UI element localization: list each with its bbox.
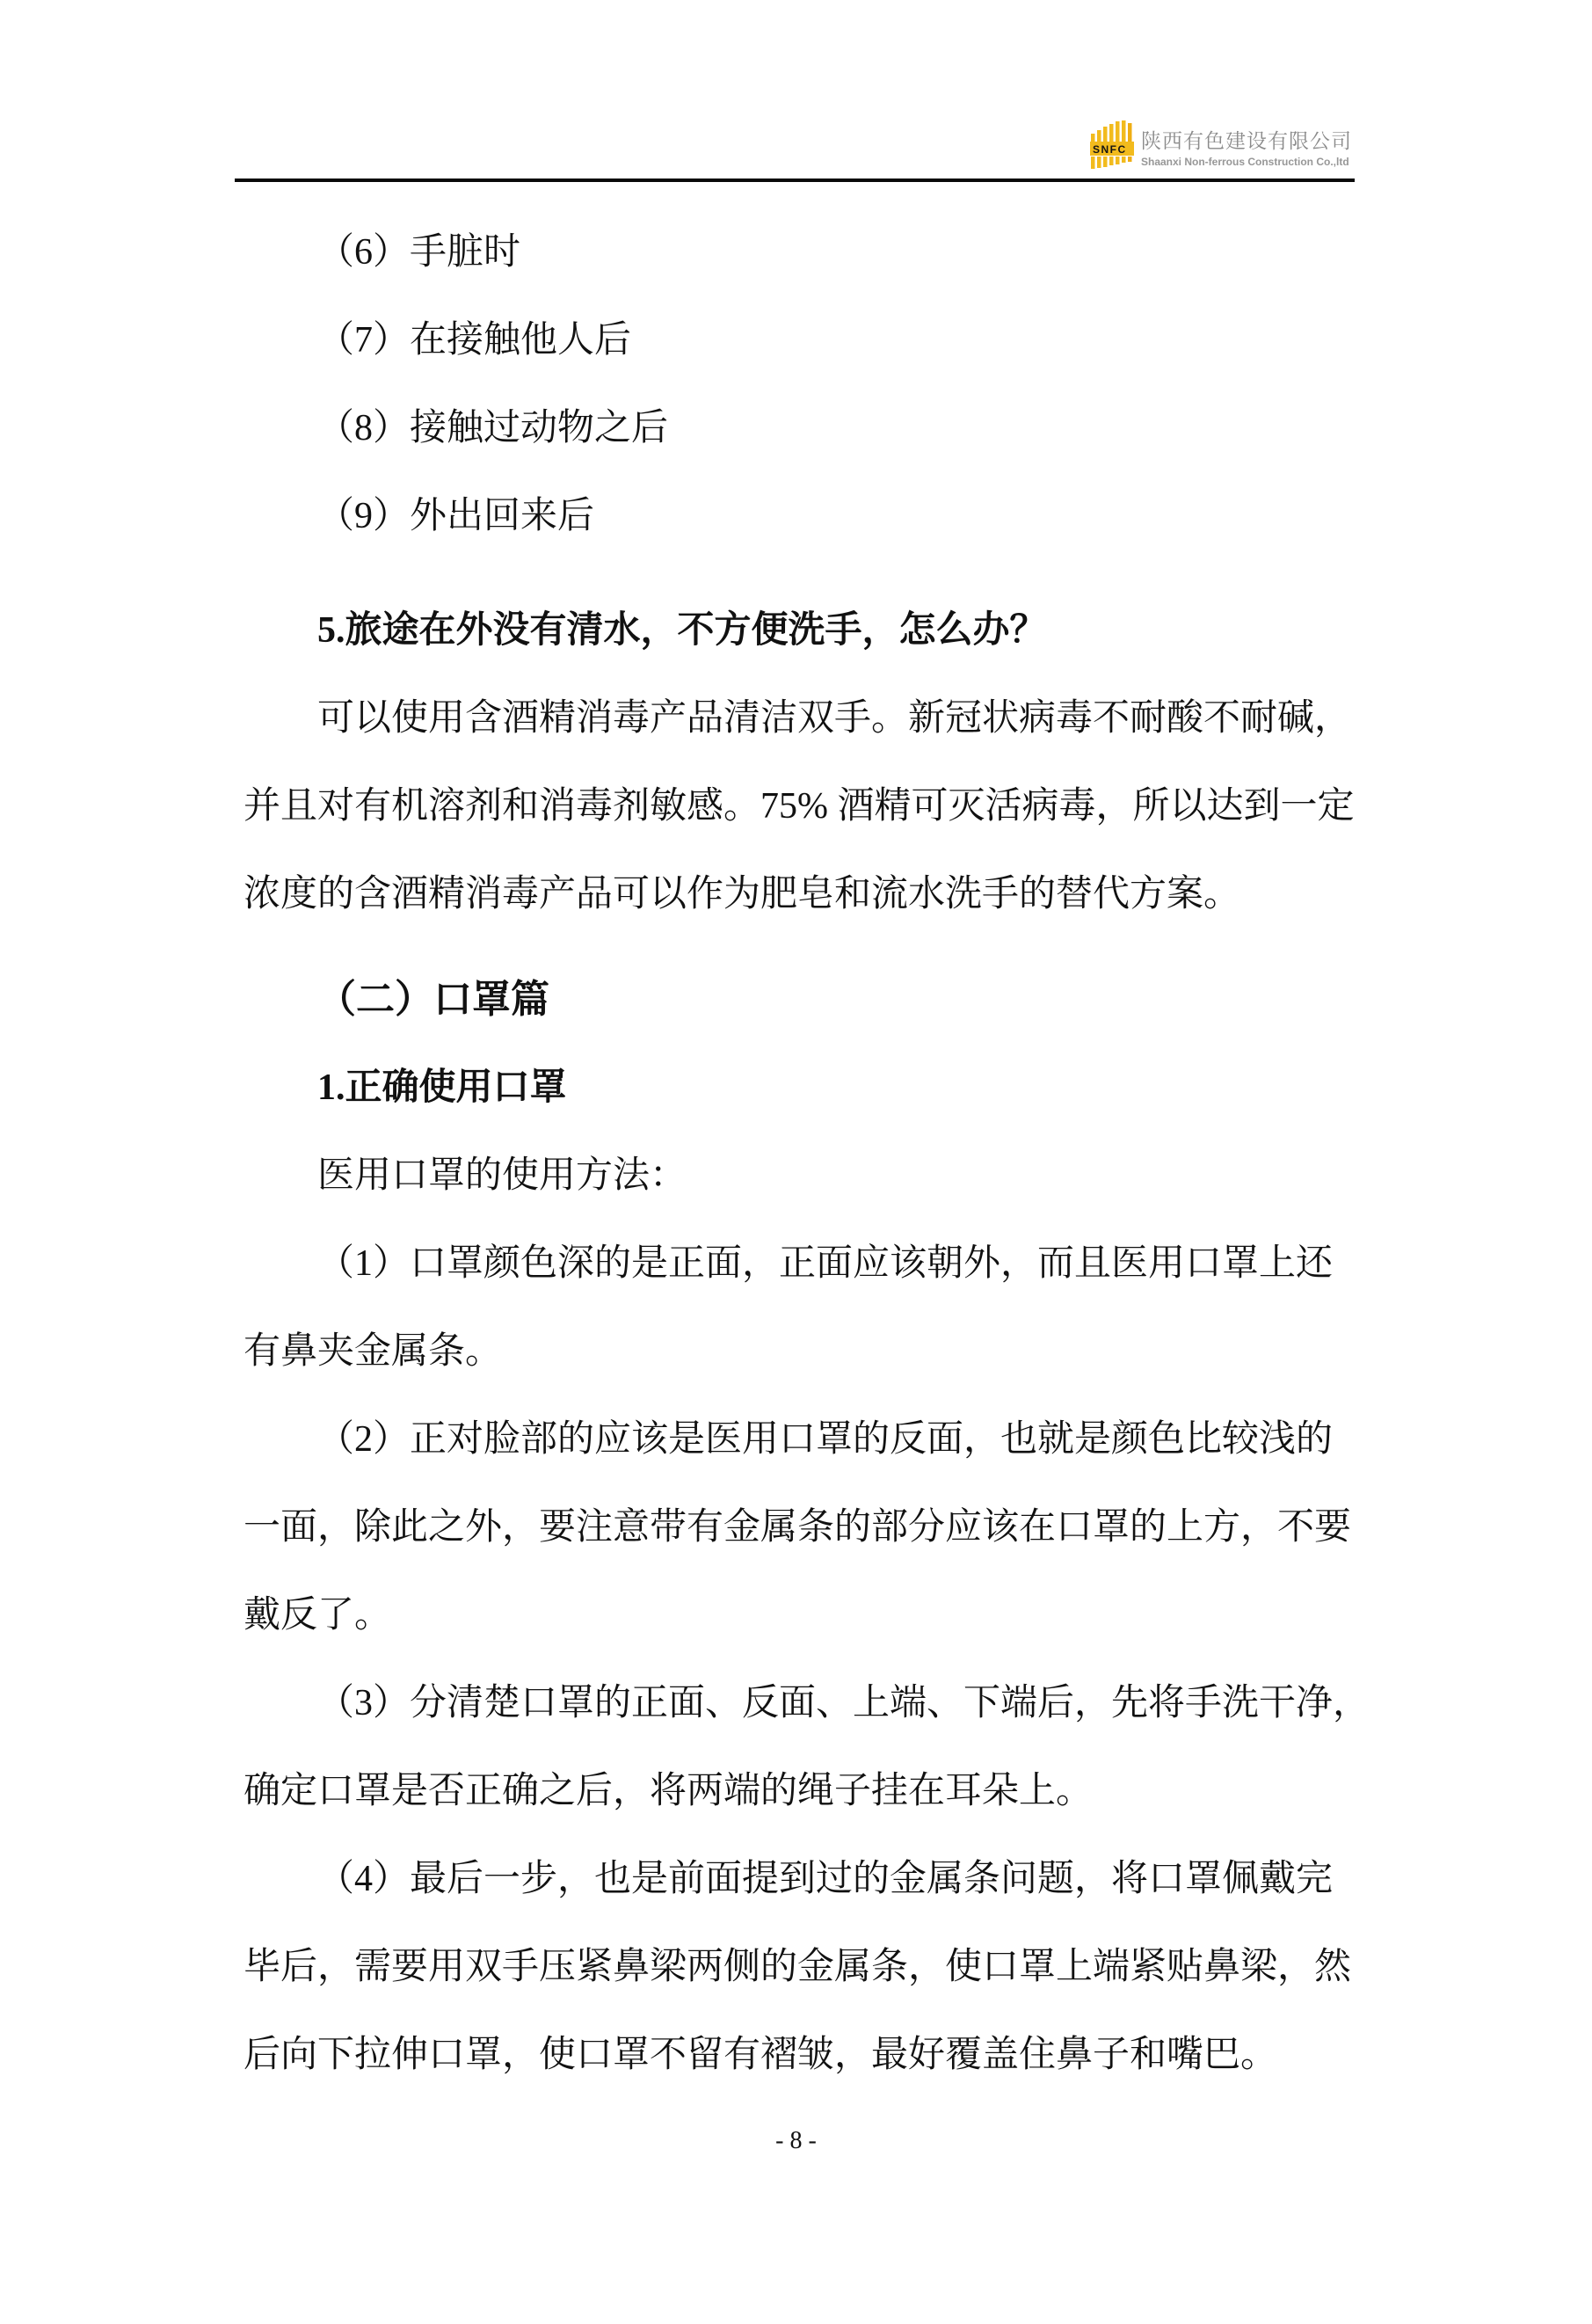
list-item: （8）接触过动物之后: [317, 408, 669, 448]
paragraph-line: （2）正对脸部的应该是医用口罩的反面，也就是颜色比较浅的: [317, 1419, 1334, 1460]
list-item: （9）外出回来后: [317, 496, 595, 536]
paragraph-line: 确定口罩是否正确之后，将两端的绳子挂在耳朵上。: [244, 1771, 1094, 1811]
paragraph-line: 有鼻夹金属条。: [244, 1331, 503, 1372]
header-divider: [235, 178, 1355, 182]
paragraph-line: 一面，除此之外，要注意带有金属条的部分应该在口罩的上方，不要: [244, 1507, 1352, 1548]
chapter-heading: （二）口罩篇: [317, 978, 549, 1021]
list-item: （6）手脏时: [317, 232, 521, 273]
paragraph-line: 后向下拉伸口罩，使口罩不留有褶皱，最好覆盖住鼻子和嘴巴。: [244, 2035, 1278, 2075]
paragraph-line: 医用口罩的使用方法：: [317, 1155, 687, 1196]
page-number: - 8 -: [775, 2127, 817, 2154]
snfc-logo-icon: [1090, 116, 1136, 170]
paragraph-line: （4）最后一步，也是前面提到过的金属条问题，将口罩佩戴完: [317, 1859, 1334, 1899]
paragraph-line: 毕后，需要用双手压紧鼻梁两侧的金属条，使口罩上端紧贴鼻梁，然: [244, 1947, 1352, 1987]
paragraph-line: 浓度的含酒精消毒产品可以作为肥皂和流水洗手的替代方案。: [244, 874, 1241, 914]
letterhead: [1141, 128, 1370, 168]
document-body: [244, 208, 1370, 2099]
list-item: （7）在接触他人后: [317, 320, 632, 361]
paragraph-line: 可以使用含酒精消毒产品清洁双手。新冠状病毒不耐酸不耐碱，: [317, 698, 1352, 739]
paragraph-line: （3）分清楚口罩的正面、反面、上端、下端后，先将手洗干净，: [317, 1683, 1370, 1723]
section-heading: 5.旅途在外没有清水，不方便洗手，怎么办？: [317, 610, 1047, 651]
company-name-en: Shaanxi Non-ferrous Construction Co.,ltd: [1141, 156, 1349, 168]
company-name-zh: 陕西有色建设有限公司: [1141, 129, 1352, 152]
paragraph-line: 并且对有机溶剂和消毒剂敏感。75% 酒精可灭活病毒，所以达到一定: [244, 786, 1355, 827]
paragraph-line: （1）口罩颜色深的是正面，正面应该朝外，而且医用口罩上还: [317, 1243, 1334, 1284]
snfc-logo-abbr: SNFC: [1093, 143, 1127, 156]
sub-heading: 1.正确使用口罩: [317, 1067, 567, 1108]
paragraph-line: 戴反了。: [244, 1595, 392, 1636]
